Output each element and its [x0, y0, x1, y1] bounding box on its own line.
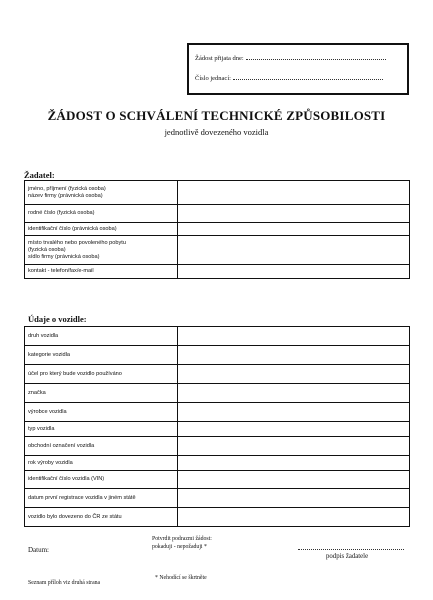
- table-row: [25, 471, 410, 489]
- table-row: [25, 265, 410, 279]
- table-row: [25, 327, 410, 346]
- vehicle-category-field[interactable]: [178, 346, 410, 365]
- address-field[interactable]: [178, 236, 410, 265]
- table-row: [25, 437, 410, 456]
- vehicle-table: [24, 326, 410, 527]
- reference-number-label: Číslo jednací:: [195, 75, 231, 82]
- vehicle-manufacturer-field[interactable]: [178, 403, 410, 422]
- table-row: [25, 508, 410, 527]
- vehicle-kind-label: druh vozidla: [25, 327, 178, 346]
- company-id-field[interactable]: [178, 223, 410, 236]
- vehicle-brand-label: značka: [25, 384, 178, 403]
- vehicle-type-label: typ vozidla: [25, 422, 178, 437]
- table-row: [25, 489, 410, 508]
- signature-line[interactable]: [298, 549, 404, 550]
- vehicle-brand-field[interactable]: [178, 384, 410, 403]
- table-row: [25, 403, 410, 422]
- received-date-field[interactable]: [195, 55, 386, 62]
- page-subtitle: jednotlivě dovezeného vozidla: [164, 127, 269, 137]
- vehicle-category-label: kategorie vozidla: [25, 346, 178, 365]
- reference-number-field[interactable]: [195, 75, 383, 82]
- vehicle-purpose-label: účel pro který bude vozidlo používáno: [25, 365, 178, 384]
- birth-number-field[interactable]: [178, 205, 410, 223]
- received-date-label: Žádost přijata dne:: [195, 55, 244, 62]
- first-registration-field[interactable]: [178, 489, 410, 508]
- attachments-note: Seznam příloh viz druhá strana: [28, 580, 101, 586]
- signature-label: podpis žadatele: [326, 553, 369, 560]
- confirmation-note-line2: pokaduji - nepožaduji *: [152, 544, 207, 550]
- table-row: [25, 205, 410, 223]
- applicant-heading: Žadatel:: [24, 170, 55, 180]
- vehicle-type-field[interactable]: [178, 422, 410, 437]
- import-country-field[interactable]: [178, 508, 410, 527]
- birth-number-label: rodné číslo (fyzická osoba): [25, 205, 178, 223]
- applicant-name-label: jméno, příjmení (fyzická osoba) název firmy (právnická osoba): [25, 181, 178, 205]
- date-label: Datum:: [28, 546, 49, 554]
- vehicle-trade-name-label: obchodní označení vozidla: [25, 437, 178, 456]
- receipt-box: [187, 43, 409, 95]
- table-row: [25, 365, 410, 384]
- contact-label: kontakt - telefon/fax/e-mail: [25, 265, 178, 279]
- reference-number-line: [233, 79, 383, 80]
- vehicle-trade-name-field[interactable]: [178, 437, 410, 456]
- vin-label: identifikační číslo vozidla (VIN): [25, 471, 178, 489]
- first-registration-label: datum první registrace vozidla v jiném státě: [25, 489, 178, 508]
- import-country-label: vozidlo bylo dovezeno do ČR ze státu: [25, 508, 178, 527]
- contact-field[interactable]: [178, 265, 410, 279]
- table-row: [25, 384, 410, 403]
- applicant-name-field[interactable]: [178, 181, 410, 205]
- company-id-label: identifikační číslo (právnická osoba): [25, 223, 178, 236]
- footnote: * Nehodící se škrtněte: [155, 575, 207, 581]
- vehicle-manufacturer-label: výrobce vozidla: [25, 403, 178, 422]
- confirmation-note: [152, 535, 212, 551]
- table-row: [25, 346, 410, 365]
- confirmation-note-line1: Potvrdit podrazmi žádost:: [152, 536, 212, 542]
- table-row: [25, 422, 410, 437]
- vehicle-heading: Údaje o vozidle:: [28, 314, 87, 324]
- vin-field[interactable]: [178, 471, 410, 489]
- vehicle-year-field[interactable]: [178, 456, 410, 471]
- vehicle-purpose-field[interactable]: [178, 365, 410, 384]
- applicant-table: [24, 180, 410, 279]
- table-row: [25, 223, 410, 236]
- table-row: [25, 236, 410, 265]
- page-title: ŽÁDOST O SCHVÁLENÍ TECHNICKÉ ZPŮSOBILOSTI: [47, 108, 386, 123]
- table-row: [25, 181, 410, 205]
- vehicle-year-label: rok výroby vozidla: [25, 456, 178, 471]
- address-label: místo trvalého nebo povoleného pobytu (fyzická osoba) sídlo firmy (právnická osoba): [25, 236, 178, 265]
- vehicle-kind-field[interactable]: [178, 327, 410, 346]
- received-date-line: [246, 59, 386, 60]
- table-row: [25, 456, 410, 471]
